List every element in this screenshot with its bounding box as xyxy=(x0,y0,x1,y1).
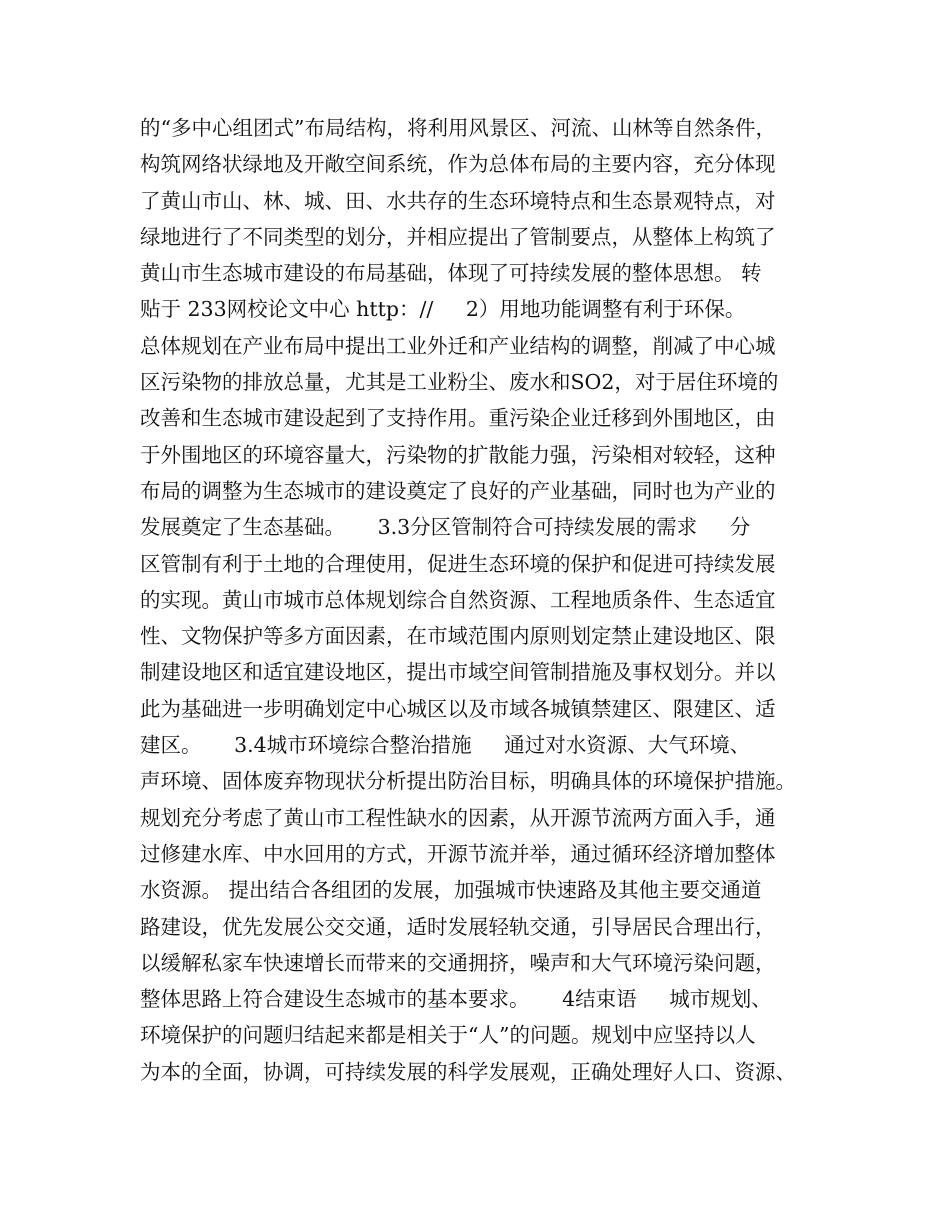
body-text xyxy=(140,110,830,1090)
text-line-26: 环境保护的问题归结起来都是相关于“人”的问题。规划中应坚持以人 xyxy=(140,1023,756,1048)
text-line-17: 此为基础进一步明确划定中心城区以及市域各城镇禁建区、限建区、适 xyxy=(140,696,776,721)
text-line-23: 路建设，优先发展公交交通，适时发展轻轨交通，引导居民合理出行， xyxy=(140,914,776,939)
text-line-18: 建区。 3.4城市环境综合整治措施 通过对水资源、大气环境、 xyxy=(140,733,751,758)
text-line-14: 的实现。黄山市城市总体规划综合自然资源、工程地质条件、生态适宜 xyxy=(140,587,776,612)
text-line-19: 声环境、固体废弃物现状分析提出防治目标，明确具体的环境保护措施。 xyxy=(140,769,796,794)
text-line-2: 构筑网络状绿地及开敞空间系统，作为总体布局的主要内容，充分体现 xyxy=(140,152,776,177)
text-line-13: 区管制有利于土地的合理使用，促进生态环境的保护和促进可持续发展 xyxy=(140,551,776,576)
text-line-5: 黄山市生态城市建设的布局基础，体现了可持续发展的整体思想。 转 xyxy=(140,261,762,286)
text-line-16: 制建设地区和适宜建设地区，提出市域空间管制措施及事权划分。并以 xyxy=(140,660,776,685)
text-line-22: 水资源。 提出结合各组团的发展，加强城市快速路及其他主要交通道 xyxy=(140,878,762,903)
text-line-27: 为本的全面，协调，可持续发展的科学发展观，正确处理好人口、资源、 xyxy=(140,1059,796,1084)
text-line-9: 改善和生态城市建设起到了支持作用。重污染企业迁移到外围地区，由 xyxy=(140,406,776,431)
text-line-25: 整体思路上符合建设生态城市的基本要求。 4结束语 城市规划、 xyxy=(140,987,772,1012)
text-line-15: 性、文物保护等多方面因素，在市域范围内原则划定禁止建设地区、限 xyxy=(140,624,776,649)
text-line-21: 过修建水库、中水回用的方式，开源节流并举，通过循环经济增加整体 xyxy=(140,841,776,866)
text-line-3: 了黄山市山、林、城、田、水共存的生态环境特点和生态景观特点，对 xyxy=(140,188,776,213)
text-line-8: 区污染物的排放总量，尤其是工业粉尘、废水和SO2，对于居住环境的 xyxy=(140,370,779,395)
text-line-12: 发展奠定了生态基础。 3.3分区管制符合可持续发展的需求 分 xyxy=(140,515,751,540)
text-line-10: 于外围地区的环境容量大，污染物的扩散能力强，污染相对较轻，这种 xyxy=(140,442,776,467)
text-line-1: 的“多中心组团式”布局结构，将利用风景区、河流、山林等自然条件， xyxy=(140,116,776,140)
text-line-20: 规划充分考虑了黄山市工程性缺水的因素，从开源节流两方面入手，通 xyxy=(140,805,776,830)
text-line-7: 总体规划在产业布局中提出工业外迁和产业结构的调整，削减了中心城 xyxy=(140,333,776,358)
text-line-6: 贴于 233网校论文中心 http：// 2）用地功能调整有利于环保。 xyxy=(140,297,746,322)
text-line-4: 绿地进行了不同类型的划分，并相应提出了管制要点，从整体上构筑了 xyxy=(140,224,776,249)
text-line-24: 以缓解私家车快速增长而带来的交通拥挤，噪声和大气环境污染问题， xyxy=(140,950,776,975)
text-line-11: 布局的调整为生态城市的建设奠定了良好的产业基础，同时也为产业的 xyxy=(140,478,776,503)
